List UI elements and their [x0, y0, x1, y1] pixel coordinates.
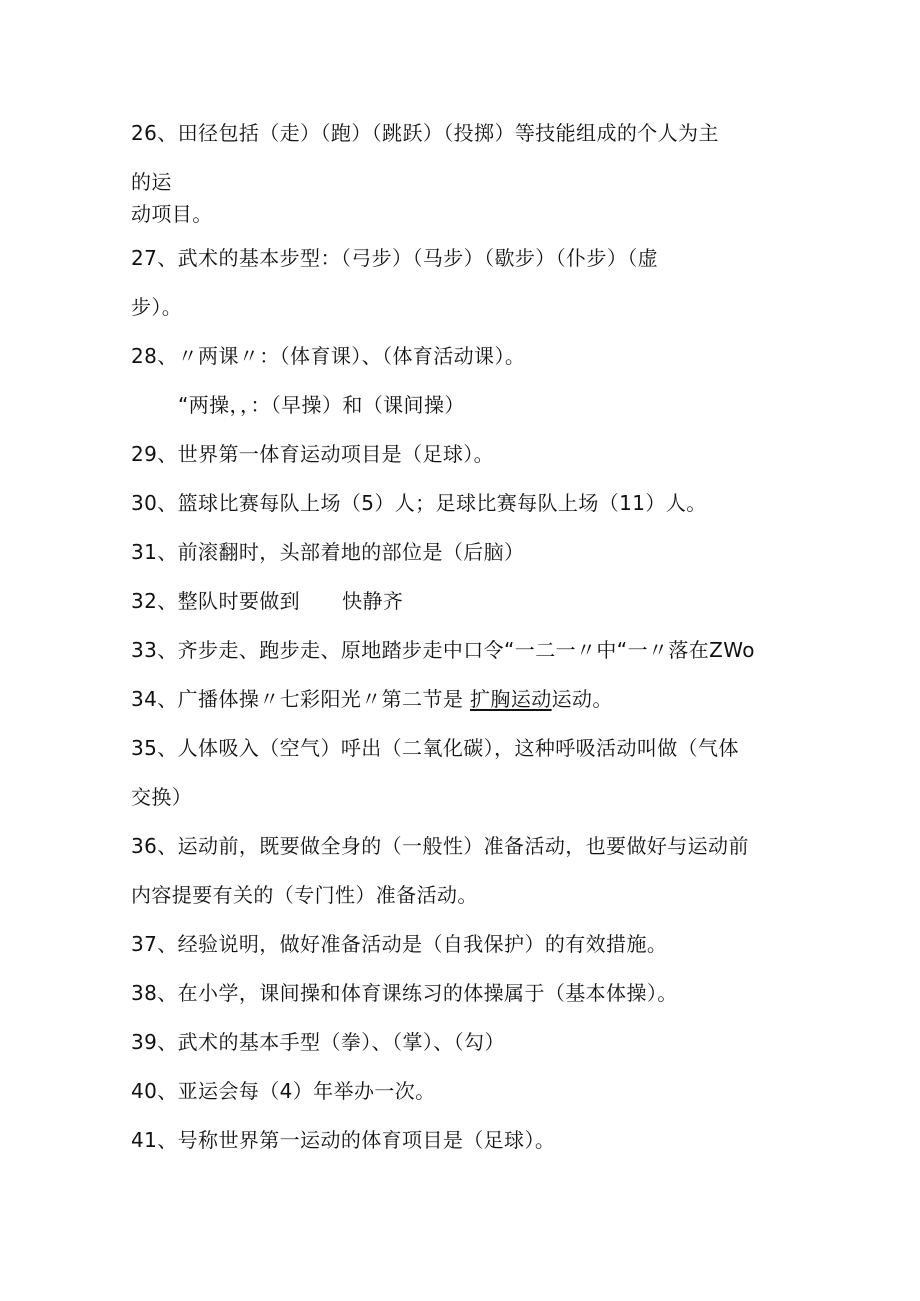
question-30: 30、篮球比赛每队上场（5）人；足球比赛每队上场（11）人。	[131, 491, 707, 515]
question-32-answer: 快静齐	[342, 589, 404, 613]
question-29: 29、世界第一体育运动项目是（足球）。	[131, 442, 495, 466]
question-28-line-2: “两操，，：（早操）和（课间操）	[178, 393, 465, 417]
question-28-line-1: 28、〃两课〃：（体育课）、（体育活动课）。	[131, 344, 526, 368]
question-32-prompt: 32、整队时要做到	[131, 589, 301, 613]
question-32	[131, 588, 403, 614]
question-34-answer: 扩胸运动	[470, 687, 552, 711]
question-40: 40、亚运会每（4）年举办一次。	[131, 1079, 436, 1103]
question-39: 39、武术的基本手型（拳）、（掌）、（勾）	[131, 1030, 505, 1054]
question-34-prompt: 34、广播体操〃七彩阳光〃第二节是	[131, 687, 464, 711]
question-34	[131, 686, 613, 712]
question-27-line-1: 27、武术的基本步型：（弓步）（马步）（歇步）（仆步）（虚	[131, 246, 659, 270]
question-26-line-1: 26、田径包括（走）（跑）（跳跃）（投掷）等技能组成的个人为主	[131, 121, 719, 145]
question-37: 37、经验说明，做好准备活动是（自我保护）的有效措施。	[131, 932, 668, 956]
question-26-line-3: 动项目。	[131, 202, 213, 226]
question-36-line-2: 内容提要有关的（专门性）准备活动。	[131, 883, 478, 907]
question-31: 31、前滚翻时，头部着地的部位是（后脑）	[131, 540, 525, 564]
question-27-line-2: 步）。	[131, 295, 183, 319]
question-26-line-2: 的运	[131, 170, 172, 194]
question-38: 38、在小学，课间操和体育课练习的体操属于（基本体操）。	[131, 981, 678, 1005]
question-35-line-1: 35、人体吸入（空气）呼出（二氧化碳），这种呼吸活动叫做（气体	[131, 736, 739, 760]
question-34-suffix: 运动。	[551, 687, 613, 711]
question-35-line-2: 交换）	[131, 785, 193, 809]
question-41: 41、号称世界第一运动的体育项目是（足球）。	[131, 1128, 556, 1152]
question-33: 33、齐步走、跑步走、原地踏步走中口令“一二一〃中“一〃落在ZWo	[131, 638, 755, 662]
question-36-line-1: 36、运动前，既要做全身的（一般性）准备活动，也要做好与运动前	[131, 834, 749, 858]
